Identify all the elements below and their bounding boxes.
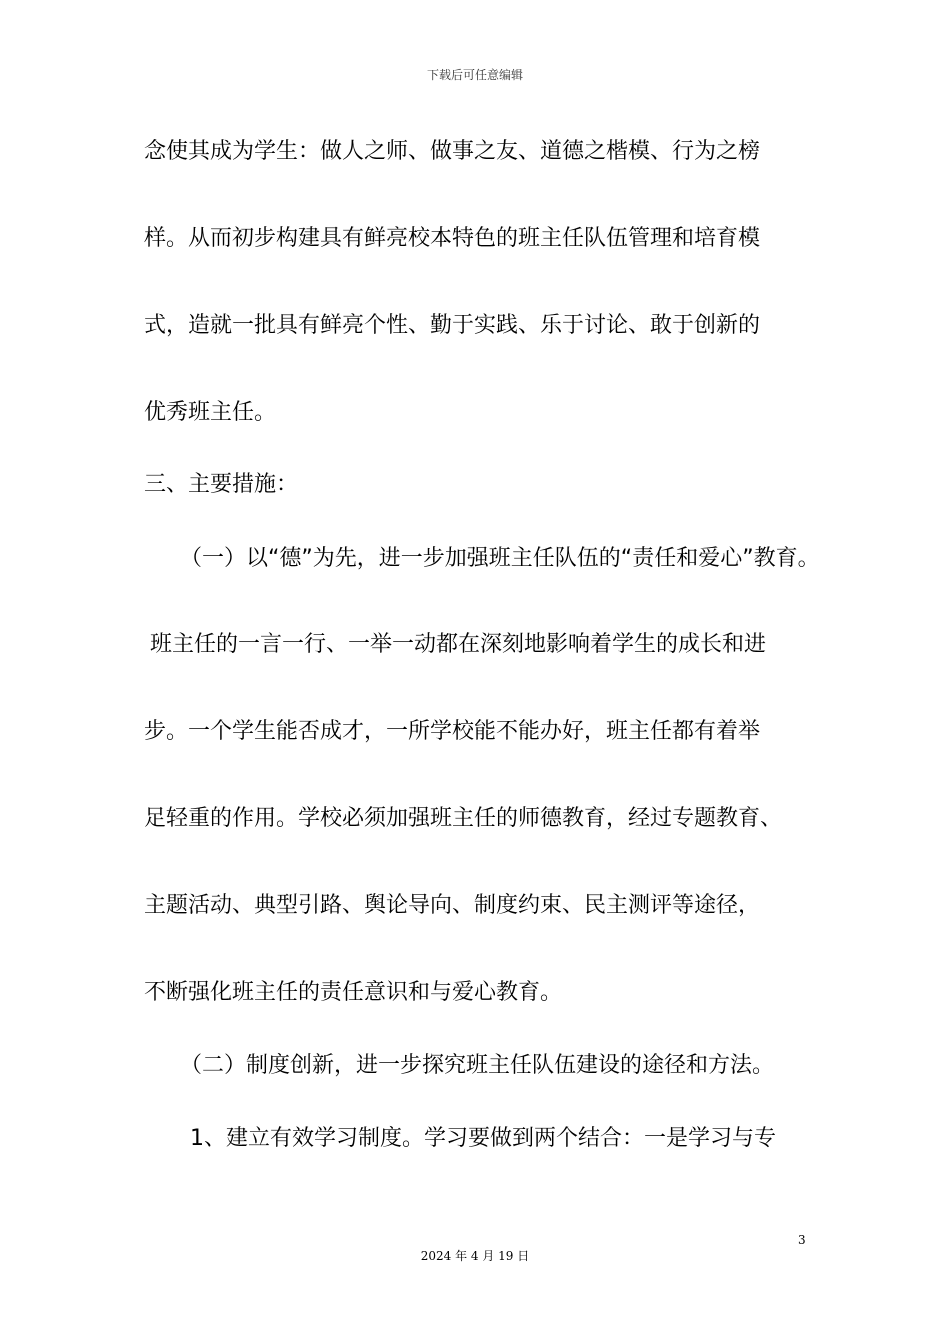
body-line-5: 班主任的一言一行、一举一动都在深刻地影响着学生的成长和进 [150, 632, 767, 657]
footer-date: 2024 年 4 月 19 日 [420, 1249, 530, 1263]
body-line-4: 优秀班主任。 [144, 400, 277, 425]
body-line-3: 式，造就一批具有鲜亮个性、勤于实践、乐于讨论、敢于创新的 [144, 313, 761, 338]
body-line-7: 足轻重的作用。学校必须加强班主任的师德教育，经过专题教育、 [144, 806, 783, 831]
subsection-heading-2: （二）制度创新，进一步探究班主任队伍建设的途径和方法。 [180, 1053, 775, 1078]
section-heading: 三、主要措施： [144, 472, 299, 497]
page-number: 3 [798, 1233, 806, 1247]
list-item-1: 1、建立有效学习制度。学习要做到两个结合：一是学习与专 [190, 1126, 776, 1151]
body-line-8: 主题活动、典型引路、舆论导向、制度约束、民主测评等途径， [144, 893, 761, 918]
body-line-9: 不断强化班主任的责任意识和与爱心教育。 [144, 980, 563, 1005]
body-line-6: 步。一个学生能否成才，一所学校能不能办好，班主任都有着举 [144, 719, 761, 744]
subsection-heading-1: （一）以“德”为先，进一步加强班主任队伍的“责任和爱心”教育。 [180, 546, 820, 571]
body-line-2: 样。从而初步构建具有鲜亮校本特色的班主任队伍管理和培育模 [144, 226, 761, 251]
body-line-1: 念使其成为学生：做人之师、做事之友、道德之楷模、行为之榜 [144, 139, 761, 164]
page-header-note: 下载后可任意编辑 [426, 68, 523, 82]
